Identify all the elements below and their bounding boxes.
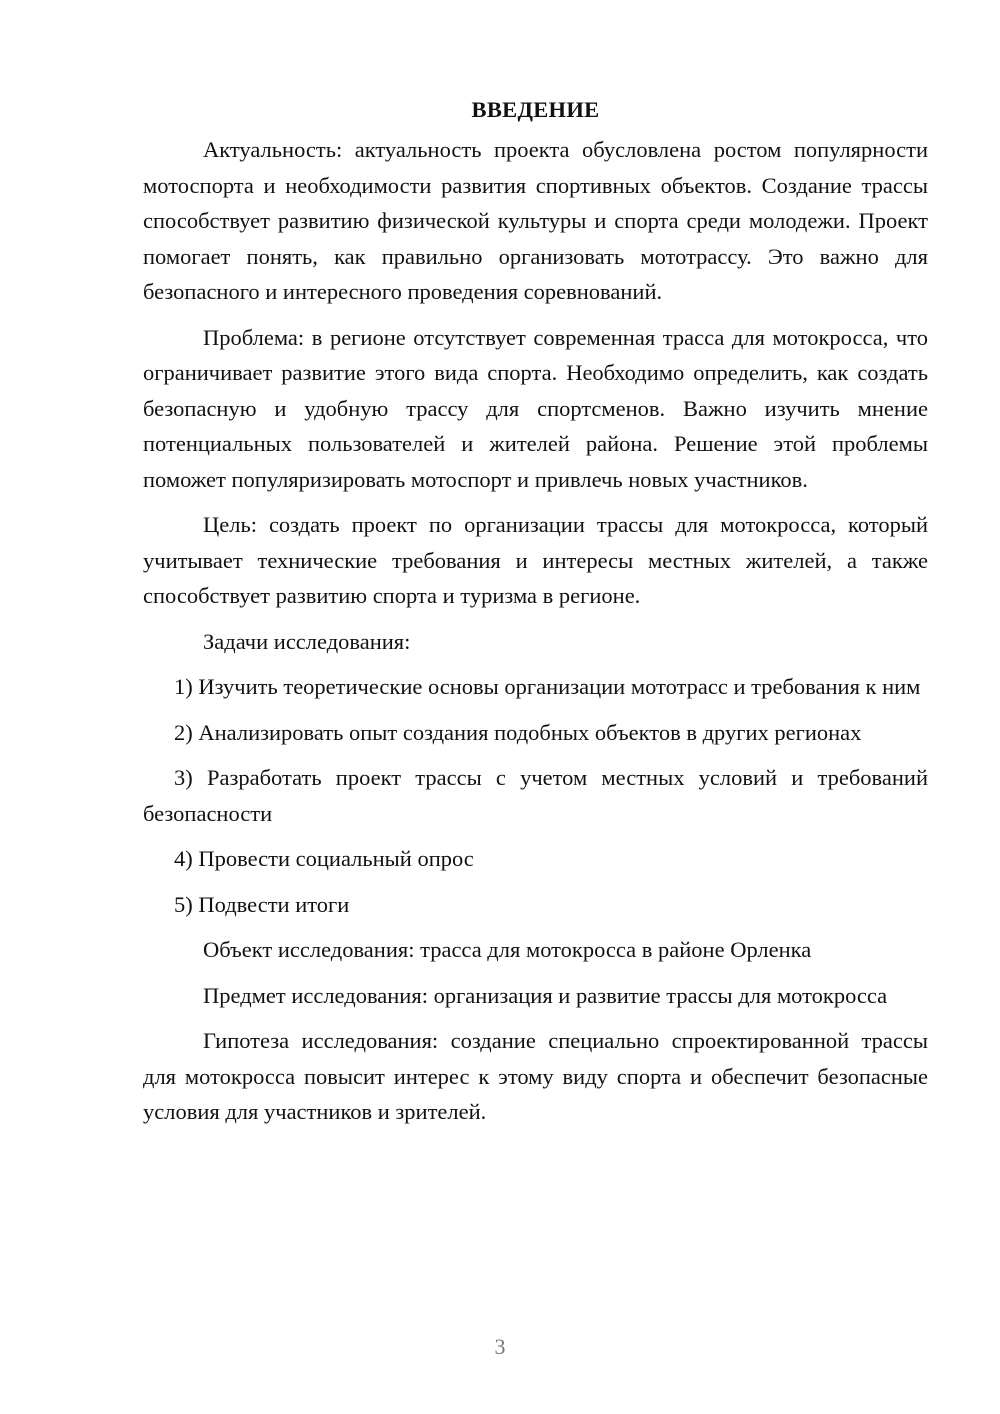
section-heading: ВВЕДЕНИЕ: [471, 97, 600, 122]
page-number: 3: [494, 1334, 506, 1359]
paragraph-relevance: Актуальность: актуальность проекта обусловлена ростом популярности мотоспорта и необходимости развития спортивных объектов. Создание трассы способствует развитию физической культуры и спорта среди молодежи. Проект помогает понять, как правильно организовать мототрассу. Это важно для безопасного и интересного проведения соревнований.: [143, 137, 928, 304]
paragraph-hypothesis: Гипотеза исследования: создание специально спроектированной трассы для мотокросса повысит интерес к этому виду спорта и обеспечит безопасные условия для участников и зрителей.: [143, 1028, 928, 1124]
page-content: [143, 94, 928, 1140]
task-item-3: 3) Разработать проект трассы с учетом местных условий и требований безопасности: [143, 765, 928, 826]
tasks-heading: Задачи исследования:: [203, 628, 411, 654]
task-item-2: 2) Анализировать опыт создания подобных объектов в других регионах: [174, 719, 862, 745]
task-item-5: 5) Подвести итоги: [174, 891, 350, 917]
paragraph-goal: Цель: создать проект по организации трассы для мотокросса, который учитывает технические требования и интересы местных жителей, а также способствует развитию спорта и туризма в регионе.: [143, 512, 928, 608]
paragraph-problem: Проблема: в регионе отсутствует современная трасса для мотокросса, что ограничивает развитие этого вида спорта. Необходимо определить, как создать безопасную и удобную трассу для спортсменов. Важно изучить мнение потенциальных пользователей и жителей района. Решение этой проблемы поможет популяризировать мотоспорт и привлечь новых участников.: [143, 324, 928, 492]
task-item-4: 4) Провести социальный опрос: [174, 846, 474, 871]
paragraph-subject: Предмет исследования: организация и развитие трассы для мотокросса: [203, 982, 888, 1008]
paragraph-object: Объект исследования: трасса для мотокросса в районе Орленка: [203, 937, 812, 962]
task-item-1: 1) Изучить теоретические основы организации мототрасс и требования к ним: [174, 674, 921, 699]
